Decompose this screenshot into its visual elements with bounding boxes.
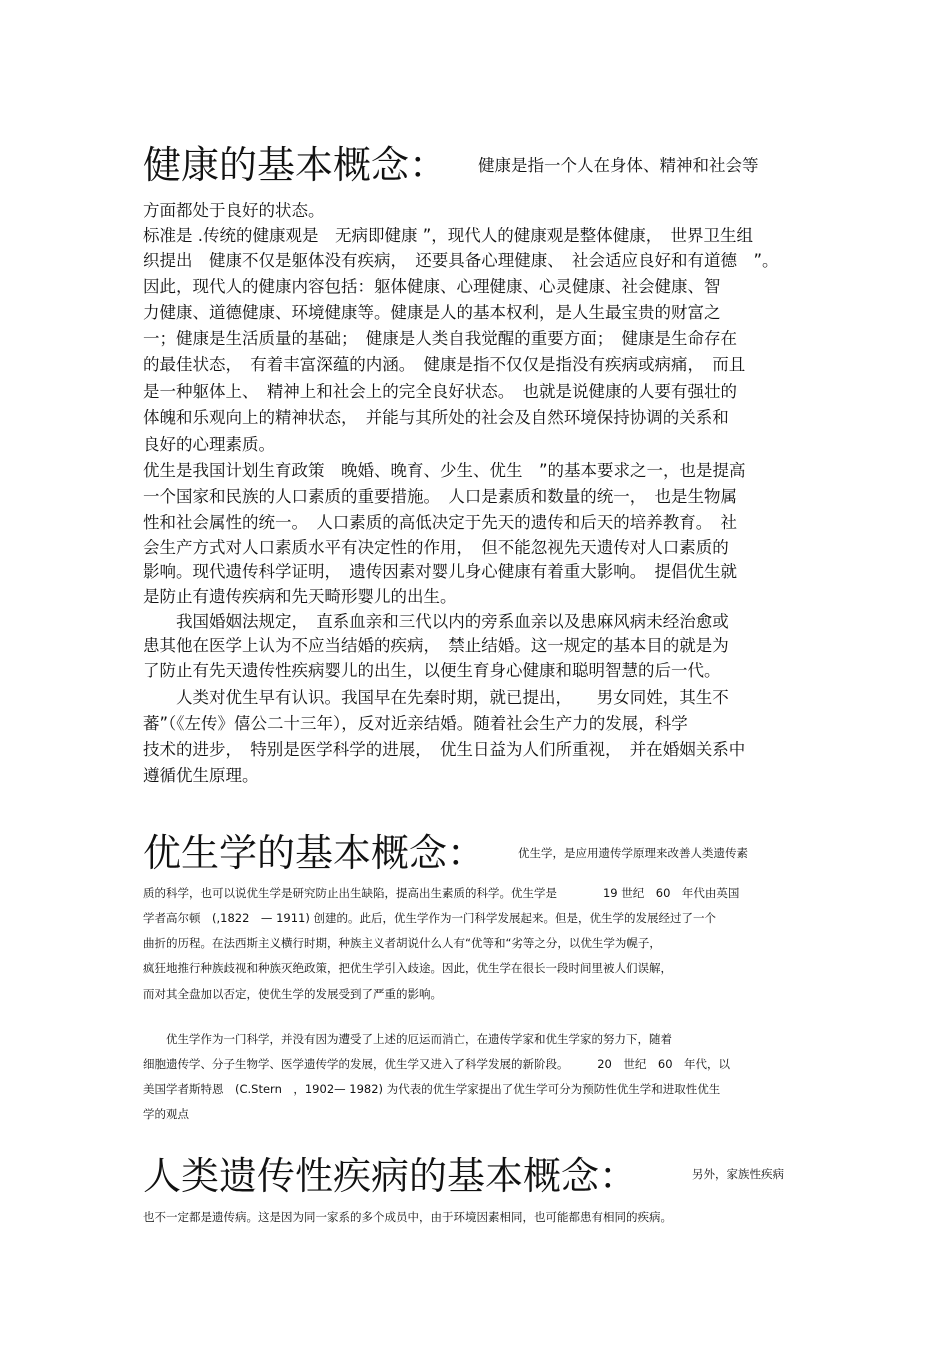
s1-line: 了防止有先天遗传性疾病婴儿的出生，以便生育身心健康和聪明智慧的后一代。 [143, 661, 721, 680]
s1-line: 蕃”（《左传》僖公二十三年），反对近亲结婚。随着社会生产力的发展，科学 [143, 714, 688, 733]
s2-line: 而对其全盘加以否定，使优生学的发展受到了严重的影响。 [143, 987, 442, 1001]
section-2-heading-tail: 优生学，是应用遗传学原理来改善人类遗传素 [518, 846, 748, 860]
s1-line: 优生是我国计划生育政策 晚婚、晚育、少生、优生 ”的基本要求之一，也是提高 [143, 461, 746, 480]
s2-line: 质的科学，也可以说优生学是研究防止出生缺陷，提高出生素质的科学。优生学是 19 世纪 60 年代由英国 [143, 886, 740, 900]
section-3-heading: 人类遗传性疾病的基本概念： [143, 1154, 638, 1198]
section-1-heading: 健康的基本概念： [143, 143, 448, 187]
s2-line: 学的观点 [143, 1107, 189, 1121]
s1-line: 一个国家和民族的人口素质的重要措施。 人口是素质和数量的统一， 也是生物属 [143, 487, 737, 506]
s2-line: 学者高尔顿 (,1822 — 1911) 创建的。此后，优生学作为一门科学发展起来。但是，优生学的发展经过了一个 [143, 911, 716, 925]
s1-line: 的最佳状态， 有着丰富深蕴的内涵。 健康是指不仅仅是指没有疾病或病痛， 而且 [143, 355, 746, 374]
s1-line: 力健康、道德健康、环境健康等。健康是人的基本权利，是人生最宝贵的财富之 [143, 303, 721, 322]
s1-line: 遵循优生原理。 [143, 766, 259, 785]
s2-line: 细胞遗传学、分子生物学、医学遗传学的发展，优生学又进入了科学发展的新阶段。 20 世纪 60 年代，以 [143, 1057, 731, 1071]
s1-line: 是防止有遗传疾病和先天畸形婴儿的出生。 [143, 587, 457, 606]
s1-line: 患其他在医学上认为不应当结婚的疾病， 禁止结婚。这一规定的基本目的就是为 [143, 636, 729, 655]
s1-line: 性和社会属性的统一。 人口素质的高低决定于先天的遗传和后天的培养教育。 社 [143, 513, 737, 532]
section-2-heading: 优生学的基本概念： [143, 831, 486, 875]
s1-line: 一；健康是生活质量的基础； 健康是人类自我觉醒的重要方面； 健康是生命存在 [143, 329, 737, 348]
section-3-heading-tail: 另外，家族性疾病 [692, 1167, 784, 1181]
s1-line: 是一种躯体上、 精神上和社会上的完全良好状态。 也就是说健康的人要有强壮的 [143, 382, 737, 401]
s1-line: 我国婚姻法规定， 直系血亲和三代以内的旁系血亲以及患麻风病未经治愈或 [143, 612, 729, 631]
s1-line: 影响。现代遗传科学证明， 遗传因素对婴儿身心健康有着重大影响。 提倡优生就 [143, 562, 737, 581]
s2-line: 疯狂地推行种族歧视和种族灭绝政策，把优生学引入歧途。因此，优生学在很长一段时间里被人们误解， [143, 961, 672, 975]
s1-line: 方面都处于良好的状态。 [143, 201, 325, 220]
s1-line: 会生产方式对人口素质水平有决定性的作用， 但不能忽视先天遗传对人口素质的 [143, 538, 729, 557]
s1-line: 体魄和乐观向上的精神状态， 并能与其所处的社会及自然环境保持协调的关系和 [143, 408, 729, 427]
section-1-heading-tail: 健康是指一个人在身体、精神和社会等 [478, 156, 759, 175]
s2-line: 美国学者斯特恩 (C.Stern ，1902— 1982) 为代表的优生学家提出了优生学可分为预防性优生学和进取性优生 [143, 1082, 721, 1096]
s1-line: 技术的进步， 特别是医学科学的进展， 优生日益为人们所重视， 并在婚姻关系中 [143, 740, 746, 759]
s1-line: 人类对优生早有认识。我国早在先秦时期，就已提出， 男女同姓，其生不 [143, 688, 729, 707]
s2-line: 曲折的历程。在法西斯主义横行时期，种族主义者胡说什么人有“优等和“劣等之分，以优生学为幌子， [143, 936, 661, 950]
s1-line: 织提出 健康不仅是躯体没有疾病， 还要具备心理健康、 社会适应良好和有道德 ”。 [143, 251, 779, 270]
s1-line: 良好的心理素质。 [143, 435, 275, 454]
s2-line: 优生学作为一门科学，并没有因为遭受了上述的厄运而消亡，在遗传学家和优生学家的努力下，随着 [143, 1032, 672, 1046]
s1-line: 标准是 .传统的健康观是 无病即健康 ”，现代人的健康观是整体健康， 世界卫生组 [143, 226, 754, 245]
s1-line: 因此，现代人的健康内容包括：躯体健康、心理健康、心灵健康、社会健康、智 [143, 277, 721, 296]
s3-line: 也不一定都是遗传病。这是因为同一家系的多个成员中，由于环境因素相同，也可能都患有相同的疾病。 [143, 1210, 672, 1224]
